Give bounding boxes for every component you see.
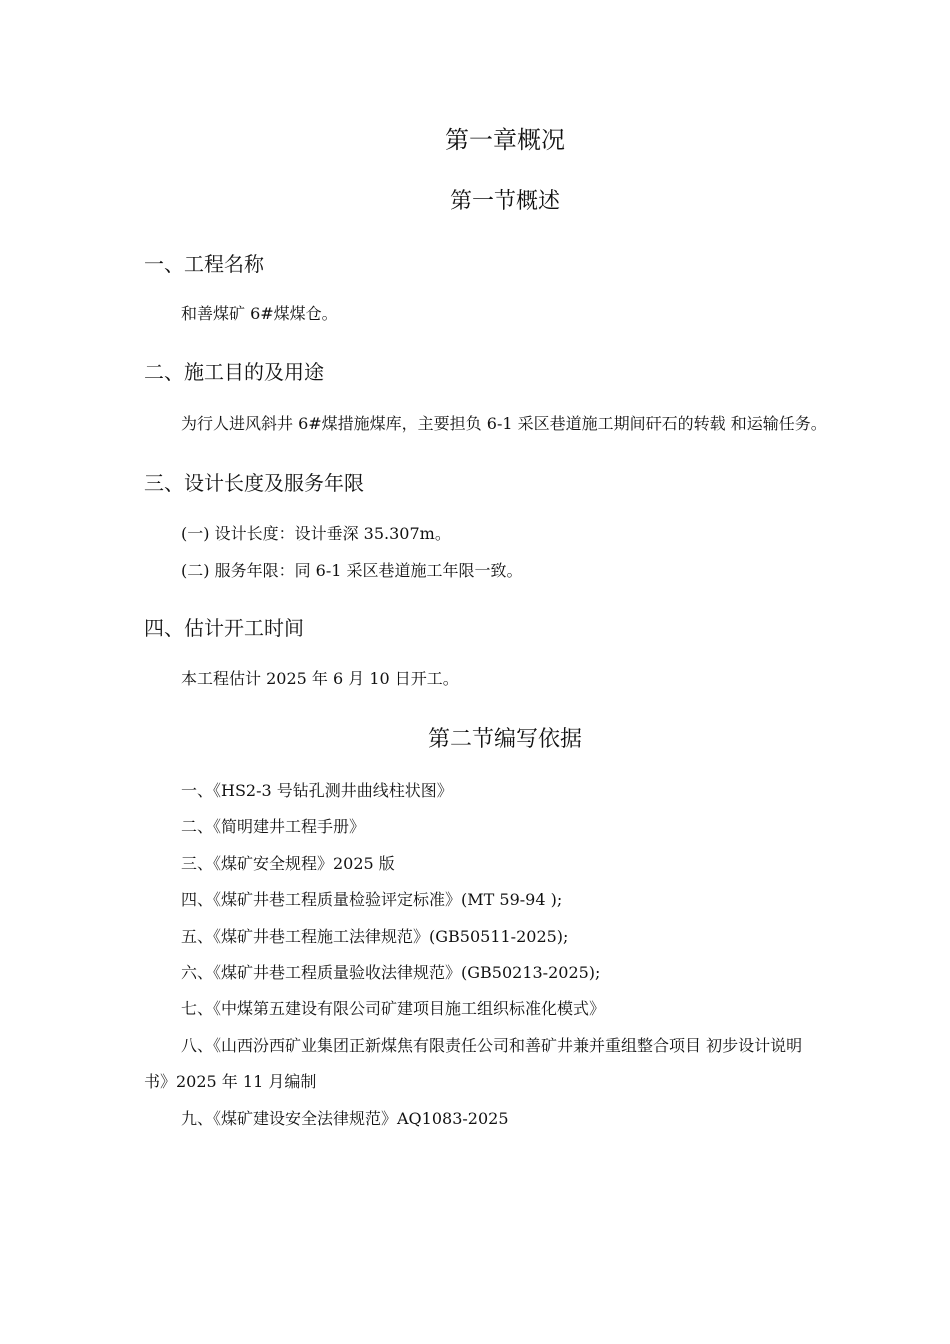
- project-name-text: 和善煤矿 6#煤煤仓。: [181, 304, 338, 323]
- reference-item: 七、《中煤第五建设有限公司矿建项目施工组织标准化模式》: [181, 999, 606, 1018]
- reference-item: 五、《煤矿井巷工程施工法律规范》(GB50511-2025);: [181, 927, 569, 946]
- design-length-item: (一) 设计长度：设计垂深 35.307m。: [181, 524, 451, 543]
- purpose-text: 为行人进风斜井 6#煤措施煤库，主要担负 6-1 采区巷道施工期间矸石的转载 和运输任务。: [181, 414, 827, 433]
- start-time-text: 本工程估计 2025 年 6 月 10 日开工。: [181, 669, 459, 688]
- reference-item: 四、《煤矿井巷工程质量检验评定标准》(MT 59-94 );: [181, 890, 563, 909]
- service-life-item: (二) 服务年限：同 6-1 采区巷道施工年限一致。: [181, 561, 523, 580]
- heading-purpose: 二、施工目的及用途: [144, 360, 324, 384]
- reference-item: 二、《简明建井工程手册》: [181, 817, 366, 836]
- reference-item: 九、《煤矿建设安全法律规范》AQ1083-2025: [181, 1109, 509, 1128]
- reference-item: 三、《煤矿安全规程》2025 版: [181, 854, 395, 873]
- section-2-title: 第二节编写依据: [427, 727, 582, 752]
- heading-design-length: 三、设计长度及服务年限: [144, 471, 364, 495]
- reference-item: 一、《HS2-3 号钻孔测井曲线柱状图》: [181, 781, 453, 800]
- heading-project-name: 一、工程名称: [144, 252, 264, 276]
- reference-item: 六、《煤矿井巷工程质量验收法律规范》(GB50213-2025);: [181, 963, 601, 982]
- reference-item: 八、《山西汾西矿业集团正新煤焦有限责任公司和善矿井兼并重组整合项目 初步设计说明: [181, 1036, 803, 1055]
- section-1-title: 第一节概述: [449, 189, 560, 214]
- reference-item-continuation: 书》2025 年 11 月编制: [144, 1072, 317, 1091]
- chapter-title: 第一章概况: [445, 126, 565, 154]
- heading-start-time: 四、估计开工时间: [144, 616, 304, 640]
